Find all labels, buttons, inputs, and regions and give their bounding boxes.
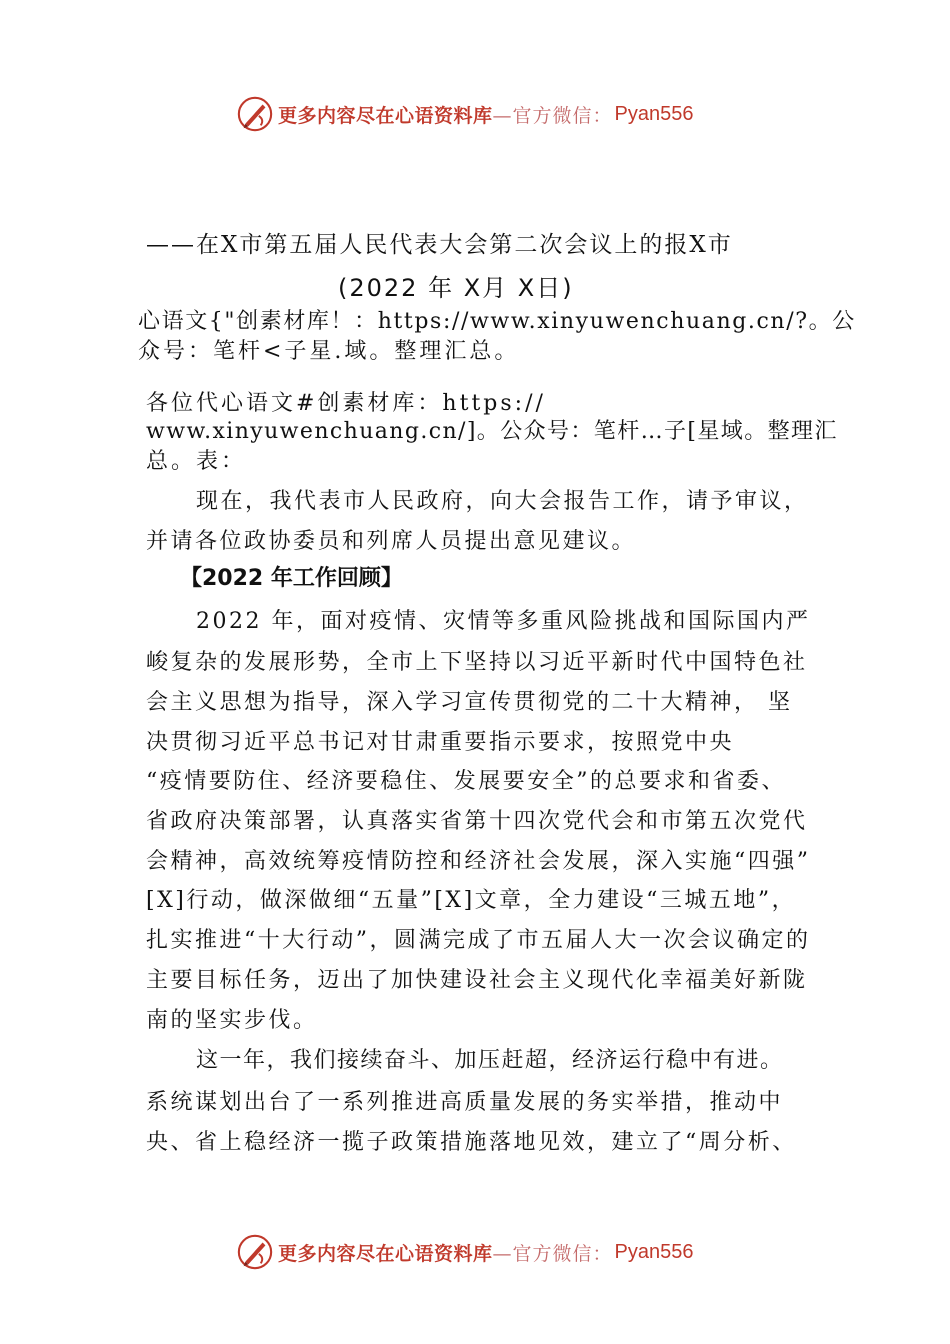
- greeting-line: 总。表：: [146, 449, 247, 474]
- greeting-line: 各位代心语文#创素材库：https://: [146, 391, 546, 416]
- paragraph-line: 决贯彻习近平总书记对甘肃重要指示要求，按照党中央: [146, 730, 735, 755]
- paragraph-line: 系统谋划出台了一系列推进高质量发展的务实举措，推动中: [146, 1090, 784, 1115]
- paragraph-line: 会精神，高效统筹疫情防控和经济社会发展，深入实施“四强”: [146, 849, 811, 874]
- watermark-wechat-label: —官方微信：: [492, 104, 613, 127]
- watermark-wechat-id: Pyan556: [614, 1240, 694, 1263]
- paragraph-line: 这一年，我们接续奋斗、加压赶超，经济运行稳中有进。: [196, 1048, 784, 1073]
- intro-line: 并请各位政协委员和列席人员提出意见建议。: [146, 529, 637, 554]
- paragraph-line: 扎实推进“十大行动”，圆满完成了市五届人大一次会议确定的: [146, 928, 811, 953]
- document-date: (2022 年 X月 X日): [338, 274, 574, 302]
- pen-logo-icon: [236, 95, 274, 133]
- intro-line: 现在，我代表市人民政府，向大会报告工作，请予审议，: [196, 489, 809, 514]
- paragraph-line: 央、省上稳经济一揽子政策措施落地见效，建立了“周分析、: [146, 1130, 797, 1155]
- paragraph-line: [X]行动，做深做细“五量”[X]文章，全力建设“三城五地”，: [146, 888, 797, 913]
- paragraph-line: 省政府决策部署，认真落实省第十四次党代会和市第五次党代: [146, 809, 808, 834]
- source-line: 心语文{"创素材库！：https://www.xinyuwenchuang.cn/?。公: [138, 309, 856, 334]
- watermark-banner-bottom: [236, 1232, 694, 1272]
- watermark-text: 更多内容尽在心语资料库: [278, 104, 493, 127]
- paragraph-line: 南的坚实步伐。: [146, 1008, 318, 1033]
- paragraph-line: 会主义思想为指导，深入学习宣传贯彻党的二十大精神， 坚: [146, 690, 793, 715]
- section-heading: 【2022 年工作回顾】: [180, 566, 403, 591]
- watermark-text: 更多内容尽在心语资料库: [278, 1242, 493, 1265]
- greeting-line: www.xinyuwenchuang.cn/]。公众号：笔杆…子[星域。整理汇: [146, 419, 838, 444]
- watermark-wechat-id: Pyan556: [614, 102, 694, 125]
- pen-logo-icon: [236, 1233, 274, 1271]
- source-line: 众号：笔杆<子星.域。整理汇总。: [138, 339, 520, 364]
- paragraph-line: 主要目标任务，迈出了加快建设社会主义现代化幸福美好新陇: [146, 968, 808, 993]
- document-title: ——在X市第五届人民代表大会第二次会议上的报X市: [146, 232, 733, 258]
- paragraph-line: 峻复杂的发展形势，全市上下坚持以习近平新时代中国特色社: [146, 650, 808, 675]
- paragraph-line: “疫情要防住、经济要稳住、发展要安全”的总要求和省委、: [146, 769, 786, 794]
- paragraph-line: 2022 年，面对疫情、灾情等多重风险挑战和国际国内严: [196, 609, 811, 634]
- watermark-banner-top: [236, 94, 694, 134]
- watermark-wechat-label: —官方微信：: [492, 1242, 613, 1265]
